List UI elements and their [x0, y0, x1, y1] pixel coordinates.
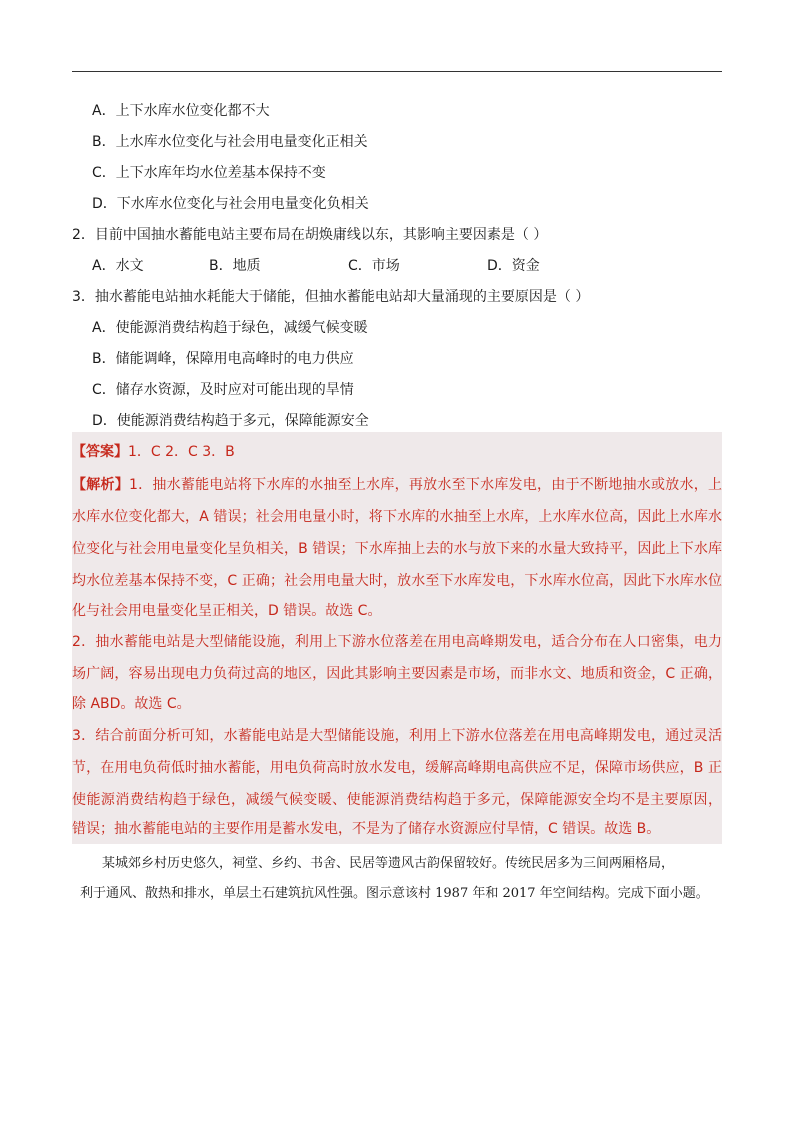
q1-option-b	[92, 132, 368, 152]
q3-option-d: D．使能源消费结构趋于多元，保障能源安全	[92, 413, 369, 429]
option-text: 上下水库年均水位差基本保持不变	[115, 165, 326, 181]
q3-option-a: A．使能源消费结构趋于绿色，减缓气候变暖	[92, 320, 368, 336]
q1-option-d	[92, 194, 369, 214]
option-letter: D．	[92, 196, 117, 212]
analysis-line: 除 ABD。故选 C。	[72, 696, 191, 712]
analysis-line: 位变化与社会用电量变化呈负相关，B 错误；下水库抽上去的水与放下来的水量大致持平，因此上下水库	[72, 541, 722, 557]
q2-option-c: C．市场	[348, 258, 400, 274]
analysis-line: 化与社会用电量变化呈正相关，D 错误。故选 C。	[72, 603, 382, 619]
option-text: 下水库水位变化与社会用电量变化负相关	[116, 196, 369, 212]
q2-options	[92, 256, 652, 276]
answer-analysis-block	[72, 432, 722, 844]
header-rule	[72, 71, 722, 72]
option-letter: B．	[92, 134, 116, 150]
answer-line	[72, 442, 722, 462]
analysis-line: 均水位差基本保持不变，C 正确；社会用电量大时，放水至下水库发电，下水库水位高，因此下水库水位	[72, 573, 722, 589]
analysis-line: 2．抽水蓄能电站是大型储能设施，利用上下游水位落差在用电高峰期发电，适合分布在人口密集，电力	[72, 634, 722, 650]
q2-option-d: D．资金	[487, 258, 540, 274]
option-text: 上水库水位变化与社会用电量变化正相关	[115, 134, 368, 150]
analysis-line: 使能源消费结构趋于绿色，减缓气候变暖、使能源消费结构趋于多元，保障能源安全均不是主要原因，	[72, 792, 722, 808]
q3-stem: 3．抽水蓄能电站抽水耗能大于储能，但抽水蓄能电站却大量涌现的主要原因是（ ）	[72, 289, 590, 305]
analysis-label: 【解析】	[72, 477, 129, 493]
analysis-line: 3．结合前面分析可知，水蓄能电站是大型储能设施，利用上下游水位落差在用电高峰期发电，通过灵活	[72, 728, 722, 744]
option-letter: C．	[92, 165, 116, 181]
q1-option-a	[92, 101, 270, 121]
analysis-line: 【解析】1．抽水蓄能电站将下水库的水抽至上水库，再放水至下水库发电，由于不断地抽水或放水，上	[72, 477, 722, 493]
option-text: 上下水库水位变化都不大	[115, 103, 270, 119]
analysis-line: 节，在用电负荷低时抽水蓄能，用电负荷高时放水发电，缓解高峰期电高供应不足，保障市场供应，B 正	[72, 760, 722, 776]
analysis-line: 水库水位变化都大，A 错误；社会用电量小时，将下水库的水抽至上水库，上水库水位高，因此上水库水	[72, 509, 722, 525]
option-letter: A．	[92, 103, 116, 119]
analysis-line: 错误；抽水蓄能电站的主要作用是蓄水发电，不是为了储存水资源应付旱情，C 错误。故选 B。	[72, 821, 661, 837]
q2-option-b: B．地质	[209, 258, 261, 274]
q2-stem: 2．目前中国抽水蓄能电站主要布局在胡焕庸线以东，其影响主要因素是（ ）	[72, 227, 548, 243]
q3-option-c: C．储存水资源，及时应对可能出现的旱情	[92, 382, 354, 398]
next-stem-line: 某城郊乡村历史悠久，祠堂、乡约、书舍、民居等遗风古韵保留较好。传统民居多为三间两厢格局，	[102, 856, 675, 871]
analysis-line: 场广阔，容易出现电力负荷过高的地区，因此其影响主要因素是市场，而非水文、地质和资金，C 正确，	[72, 666, 722, 682]
next-stem-line: 利于通风、散热和排水，单层土石建筑抗风性强。图示意该村 1987 年和 2017 年空间结构。完成下面小题。	[80, 886, 709, 901]
answer-text: 1．C 2．C 3．B	[128, 444, 235, 460]
answer-label: 【答案】	[72, 444, 128, 460]
q2-option-a: A．水文	[92, 258, 144, 274]
q1-option-c	[92, 163, 326, 183]
q3-option-b: B．储能调峰，保障用电高峰时的电力供应	[92, 351, 354, 367]
